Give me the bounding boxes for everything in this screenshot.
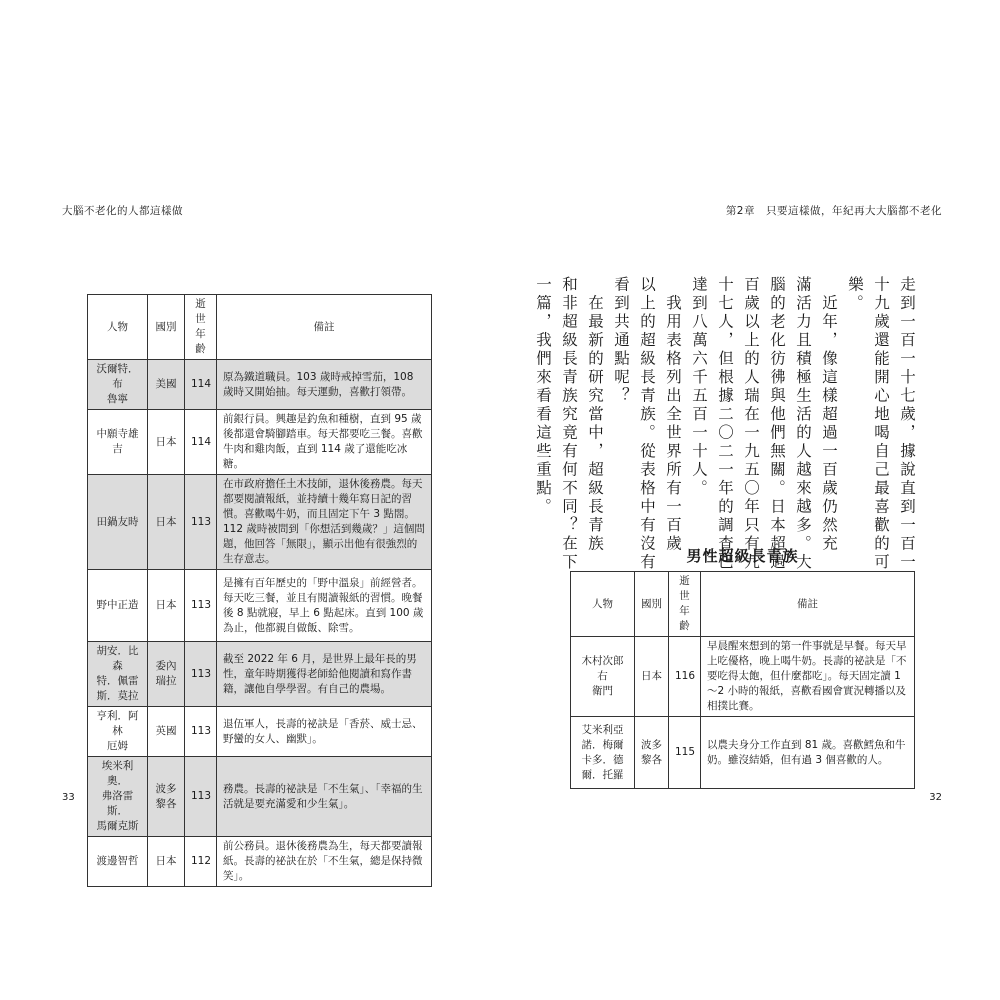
table-row (88, 837, 432, 887)
body-text-column: 十九歲還能開心地喝自己最喜歡的可 (872, 276, 890, 572)
body-text-column: 我用表格列出全世界所有一百歲 (664, 276, 682, 554)
body-text-column: 和非超級長青族究竟有何不同？在下 (560, 276, 578, 572)
country-cell: 美國 (148, 360, 185, 410)
column-header: 備註 (701, 572, 915, 637)
right-longevity-table (570, 571, 915, 789)
body-text-column: 十七人，但根據二〇二一年的調查已 (716, 276, 734, 572)
body-text-column: 達到八萬六千五百一十人。 (690, 276, 708, 498)
table-row (88, 642, 432, 707)
body-text-column: 看到共通點呢？ (612, 276, 630, 406)
body-text-column: 樂。 (846, 276, 864, 313)
column-header: 備註 (217, 295, 432, 360)
country-cell: 委內 瑞拉 (148, 642, 185, 707)
body-text-column: 百歲以上的人瑞在一九五〇年只有九 (742, 276, 760, 572)
country-cell: 日本 (148, 837, 185, 887)
person-name-cell: 胡安．比森 特．佩雷 斯．莫拉 (88, 642, 148, 707)
page-number-right: 32 (929, 792, 942, 803)
column-header: 國別 (148, 295, 185, 360)
age-cell: 114 (185, 360, 217, 410)
running-head-right: 第2章 只要這樣做，年紀再大大腦都不老化 (725, 205, 942, 217)
column-header: 逝世 年齡 (669, 572, 701, 637)
person-name-cell: 田鍋友時 (88, 475, 148, 570)
table-title: 男性超級長青族 (686, 547, 799, 565)
column-header: 逝世 年齡 (185, 295, 217, 360)
note-cell: 前公務員。退休後務農為生，每天都要讀報紙。長壽的祕訣在於「不生氣，總是保持微笑」。 (217, 837, 432, 887)
table-row (88, 475, 432, 570)
note-cell: 截至 2022 年 6 月，是世界上最年長的男性，童年時期獲得老師給他閱讀和寫作書籍，讓他自學學習。有自己的農場。 (217, 642, 432, 707)
table-row (88, 707, 432, 757)
country-cell: 日本 (635, 637, 669, 717)
body-text-column: 近年，像這樣超過一百歲仍然充 (820, 276, 838, 554)
age-cell: 113 (185, 475, 217, 570)
body-text-column: 以上的超級長青族。從表格中有沒有 (638, 276, 656, 572)
country-cell: 日本 (148, 475, 185, 570)
note-cell: 退伍軍人，長壽的祕訣是「香菸、威士忌、野蠻的女人、幽默」。 (217, 707, 432, 757)
note-cell: 前銀行員。興趣是釣魚和種樹，直到 95 歲後都還會騎腳踏車。每天都要吃三餐。喜歡牛肉和雞肉飯，直到 114 歲了還能吃冰糖。 (217, 410, 432, 475)
age-cell: 116 (669, 637, 701, 717)
note-cell: 以農夫身分工作直到 81 歲。喜歡鱈魚和牛奶。雖沒結婚，但有過 3 個喜歡的人。 (701, 717, 915, 789)
table-row (88, 570, 432, 642)
person-name-cell: 埃米利奧． 弗洛雷斯． 馬爾克斯 (88, 757, 148, 837)
person-name-cell: 沃爾特．布 魯寧 (88, 360, 148, 410)
table-row (571, 717, 915, 789)
note-cell: 是擁有百年歷史的「野中溫泉」前經營者。每天吃三餐，並且有閱讀報紙的習慣。晚餐後 8 點就寢，早上 6 點起床。直到 100 歲為止，他都親自做飯、除雪。 (217, 570, 432, 642)
column-header: 人物 (571, 572, 635, 637)
age-cell: 113 (185, 570, 217, 642)
running-head-left: 大腦不老化的人都這樣做 (62, 205, 183, 217)
page-number-left: 33 (62, 792, 75, 803)
age-cell: 115 (669, 717, 701, 789)
body-text-column: 滿活力且積極生活的人越來越多。大 (794, 276, 812, 572)
body-text-column: 走到一百一十七歲，據說直到一百一 (898, 276, 916, 572)
person-name-cell: 渡邊智哲 (88, 837, 148, 887)
country-cell: 日本 (148, 410, 185, 475)
age-cell: 113 (185, 757, 217, 837)
note-cell: 在市政府擔任土木技師，退休後務農。每天都要閱讀報紙，並持續十幾年寫日記的習慣。喜歡喝牛奶，而且固定下午 3 點閤。112 歲時被問到「你想活到幾歲？」這個問題，他回答「無限」，顯示出他有很強烈的生存意志。 (217, 475, 432, 570)
person-name-cell: 野中正造 (88, 570, 148, 642)
age-cell: 114 (185, 410, 217, 475)
table-header-row (571, 572, 915, 637)
person-name-cell: 亨利．阿林 厄姆 (88, 707, 148, 757)
age-cell: 112 (185, 837, 217, 887)
table-row (571, 637, 915, 717)
note-cell: 早晨醒來想到的第一件事就是早餐。每天早上吃優格，晚上喝牛奶。長壽的祕訣是「不要吃得太飽，但什麼都吃」。每天固定讀 1～2 小時的報紙，喜歡看國會實況轉播以及相撲比賽。 (701, 637, 915, 717)
country-cell: 日本 (148, 570, 185, 642)
country-cell: 波多 黎各 (148, 757, 185, 837)
body-text-column: 一篇，我們來看看這些重點。 (534, 276, 552, 517)
person-name-cell: 中願寺雄吉 (88, 410, 148, 475)
body-text-column: 腦的老化彷彿與他們無關。日本超過 (768, 276, 786, 572)
column-header: 國別 (635, 572, 669, 637)
person-name-cell: 木村次郎右 衛門 (571, 637, 635, 717)
country-cell: 英國 (148, 707, 185, 757)
body-text-column: 在最新的研究當中，超級長青族 (586, 276, 604, 554)
age-cell: 113 (185, 642, 217, 707)
table-row (88, 410, 432, 475)
note-cell: 務農。長壽的祕訣是「不生氣」、「幸福的生活就是要充滿愛和少生氣」。 (217, 757, 432, 837)
note-cell: 原為鐵道職員。103 歲時戒掉雪茄，108 歲時又開始抽。每天運動，喜歡打領帶。 (217, 360, 432, 410)
table-header-row (88, 295, 432, 360)
left-longevity-table (87, 294, 432, 887)
person-name-cell: 艾米利亞 諾．梅爾 卡多．德 爾．托羅 (571, 717, 635, 789)
age-cell: 113 (185, 707, 217, 757)
country-cell: 波多 黎各 (635, 717, 669, 789)
column-header: 人物 (88, 295, 148, 360)
table-row (88, 757, 432, 837)
table-row (88, 360, 432, 410)
